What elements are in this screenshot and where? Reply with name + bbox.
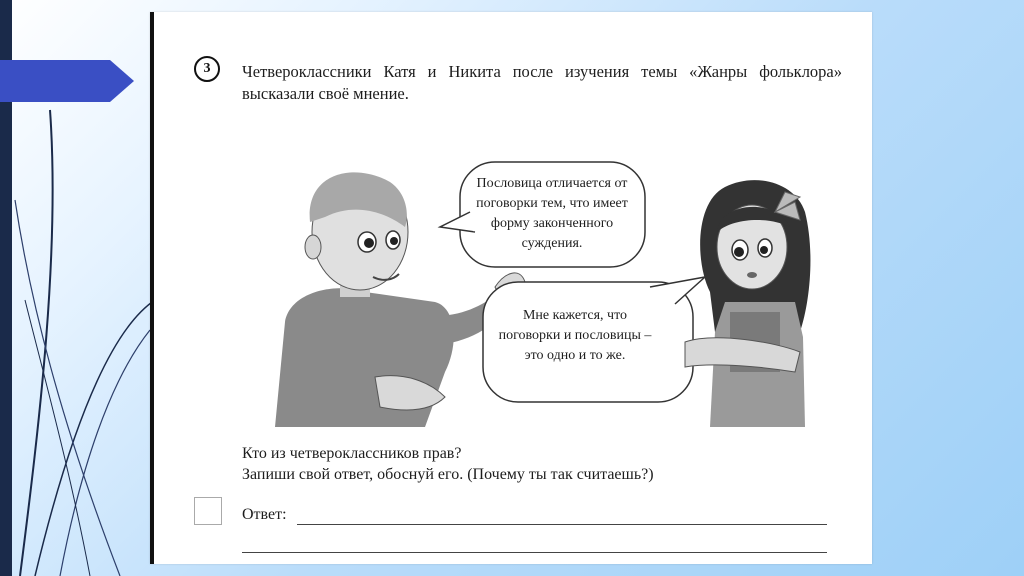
task-number-circle: 3 — [194, 56, 220, 82]
boy-speech-text: Пословица отличается от поговорки тем, что имеет форму законченного суждения. — [476, 176, 628, 251]
task-statement: Четвероклассники Катя и Никита после изучения темы «Жанры фольклора» высказали своё мнение. — [242, 62, 842, 103]
answer-line-1[interactable] — [297, 524, 827, 525]
question-line-1: Кто из четвероклассников прав? — [242, 445, 462, 462]
answer-label: Ответ: — [242, 506, 287, 523]
question-line-2: Запиши свой ответ, обоснуй его. (Почему ты так считаешь?) — [242, 466, 654, 483]
question-block — [242, 443, 842, 485]
score-checkbox[interactable] — [194, 497, 222, 525]
girl-speech-text: Мне кажется, что поговорки и пословицы – это одно и то же. — [498, 308, 652, 363]
girl-figure — [685, 180, 810, 427]
answer-line-2[interactable] — [242, 552, 827, 553]
card-left-border — [150, 12, 154, 564]
section-arrow-marker — [0, 60, 135, 102]
task-card — [150, 12, 872, 564]
